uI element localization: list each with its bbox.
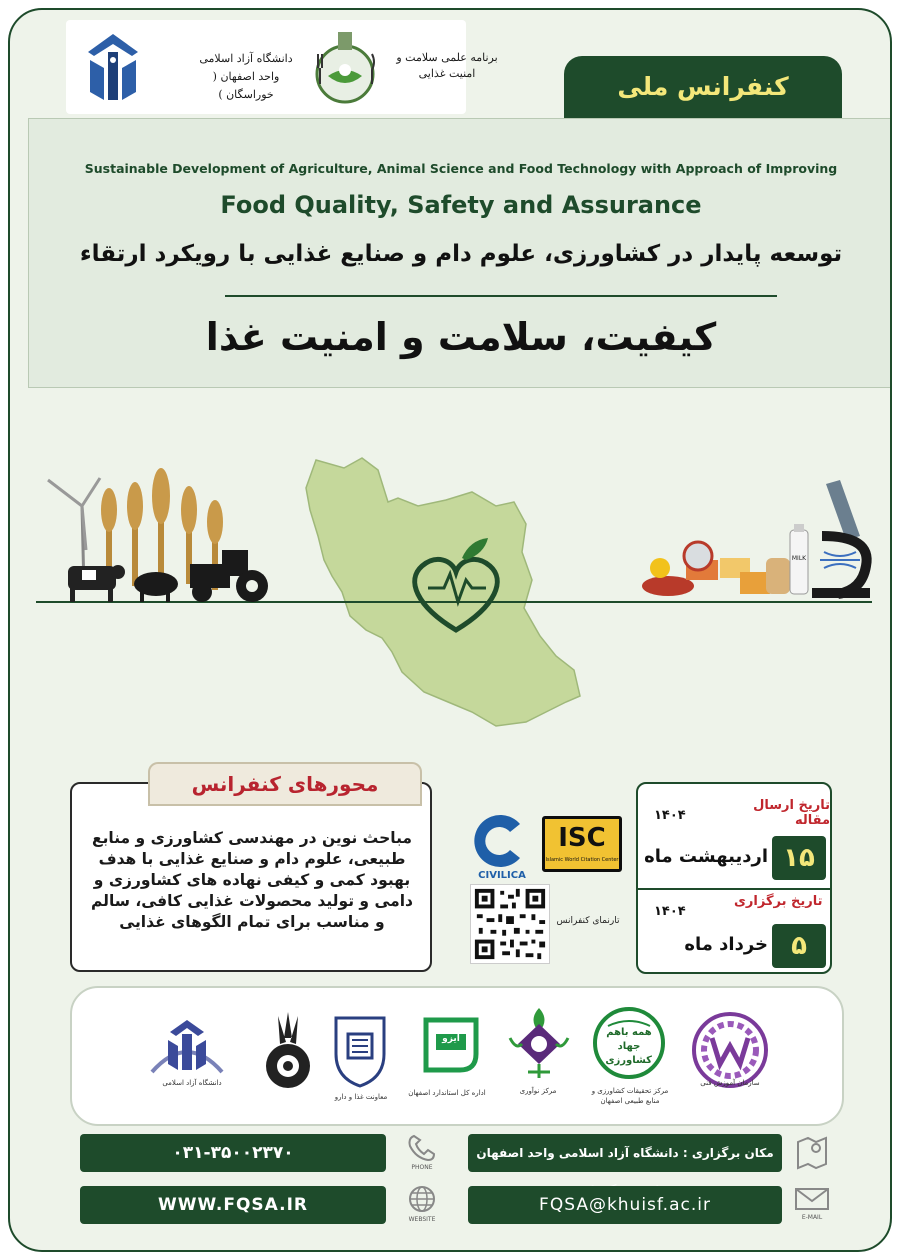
phone-label: PHONE <box>411 1164 433 1171</box>
globe-icon <box>402 1184 442 1214</box>
title-box <box>28 118 892 388</box>
program-name: برنامه علمی سلامت و امنیت غذایی <box>396 51 498 80</box>
phone-number[interactable]: ۰۳۱-۳۵۰۰۲۳۷۰ <box>80 1134 386 1172</box>
venue-label: مکان برگزاری : <box>682 1146 774 1160</box>
conference-axes-text: مباحث نوین در مهندسی کشاورزی و منابع طبیعی، علوم دام و صنایع غذایی با هدف بهبود کمی و کیفی نهاده های کشاورزی و دامی و تولید محصولات غذایی کافی، سالم و مناسب برای تمام الگوهای غذایی <box>90 829 414 931</box>
qr-label: تارنمای کنفرانس <box>556 916 620 926</box>
jahad-keshavarzi-text: همه باهم جهاد کشاورزی <box>605 1027 652 1066</box>
university-name: دانشگاه آزاد اسلامی واحد اصفهان ( خوراسگان ) <box>199 52 293 101</box>
innovation-center-logo-icon <box>504 1004 574 1090</box>
sponsor-caption-3: معاونت غذا و دارو <box>334 1093 388 1101</box>
university-logo-icon <box>80 30 146 106</box>
industry-gear-logo-icon <box>258 1008 318 1098</box>
civilica-logo-icon <box>464 808 540 880</box>
title-persian-line-1: توسعه پایدار در کشاورزی، علوم دام و صنایع غذایی با رویکرد ارتقاء <box>79 241 843 267</box>
phone-icon <box>402 1132 442 1162</box>
conference-badge: کنفرانس ملی <box>564 56 842 118</box>
isc-label: ISC <box>558 823 606 853</box>
submission-year: ۱۴۰۴ <box>654 808 686 823</box>
submission-date-label: تاریخ ارسال مقاله <box>753 798 830 828</box>
event-year: ۱۴۰۴ <box>654 904 686 919</box>
sponsor-caption-4: اداره کل استاندارد اصفهان <box>408 1089 486 1097</box>
illustration-scene <box>26 440 882 770</box>
email-link[interactable]: FQSA@khuisf.ac.ir <box>468 1186 782 1224</box>
website-label: WEBSITE <box>408 1216 436 1223</box>
university-sponsor-logo-icon <box>142 1012 232 1088</box>
email-icon <box>792 1186 832 1212</box>
submission-month: اردیبهشت ماه <box>644 846 768 867</box>
qr-code-icon[interactable] <box>470 884 550 964</box>
poster <box>8 8 892 1252</box>
isc-sub-label: Islamic World Citation Center <box>545 857 619 863</box>
dates-panel <box>636 782 832 974</box>
event-day: ۵ <box>772 924 826 968</box>
event-month: خرداد ماه <box>684 934 768 955</box>
email-label: E-MAIL <box>801 1214 823 1221</box>
sponsors-box <box>70 986 844 1126</box>
civilica-label: CIVILICA <box>478 870 526 880</box>
standard-logo-text: ایزو <box>442 1034 460 1044</box>
header-logo-strip <box>66 20 498 114</box>
food-drug-shield-logo-icon <box>330 1008 390 1090</box>
standard-logo <box>410 1014 490 1090</box>
website-link[interactable]: WWW.FQSA.IR <box>80 1186 386 1224</box>
venue-text: دانشگاه آزاد اسلامی واحد اصفهان <box>476 1146 679 1160</box>
program-logo-icon <box>310 24 380 108</box>
standard-logo-icon <box>420 1014 482 1074</box>
conference-axes-title <box>148 762 422 806</box>
dates-divider <box>638 888 830 890</box>
title-english-line-2: Food Quality, Safety and Assurance <box>220 191 702 219</box>
title-english-line-1: Sustainable Development of Agriculture, Animal Science and Food Technology with Approach of Improving <box>84 161 838 176</box>
sponsor-caption-5: مرکز نوآوری <box>519 1087 557 1095</box>
milk-bottle-icon <box>790 524 808 594</box>
sponsor-caption-7: سازمان آموزش فنی <box>700 1079 760 1087</box>
venue-bar <box>468 1134 782 1172</box>
event-date-label: تاریخ برگزاری <box>734 894 823 909</box>
sponsor-caption-1: دانشگاه آزاد اسلامی <box>162 1079 222 1087</box>
title-divider <box>225 295 777 297</box>
isc-logo <box>542 816 622 872</box>
sponsor-caption-6: مرکز تحقیقات کشاورزی و منابع طبیعی اصفهان <box>591 1087 669 1105</box>
title-persian-line-2: کیفیت، سلامت و امنیت غذا <box>205 315 717 359</box>
map-location-icon <box>792 1130 832 1170</box>
milk-label: MILK <box>791 555 807 562</box>
submission-day: ۱۵ <box>772 836 826 880</box>
conference-axes-title-text: محورهای کنفرانس <box>191 772 379 796</box>
